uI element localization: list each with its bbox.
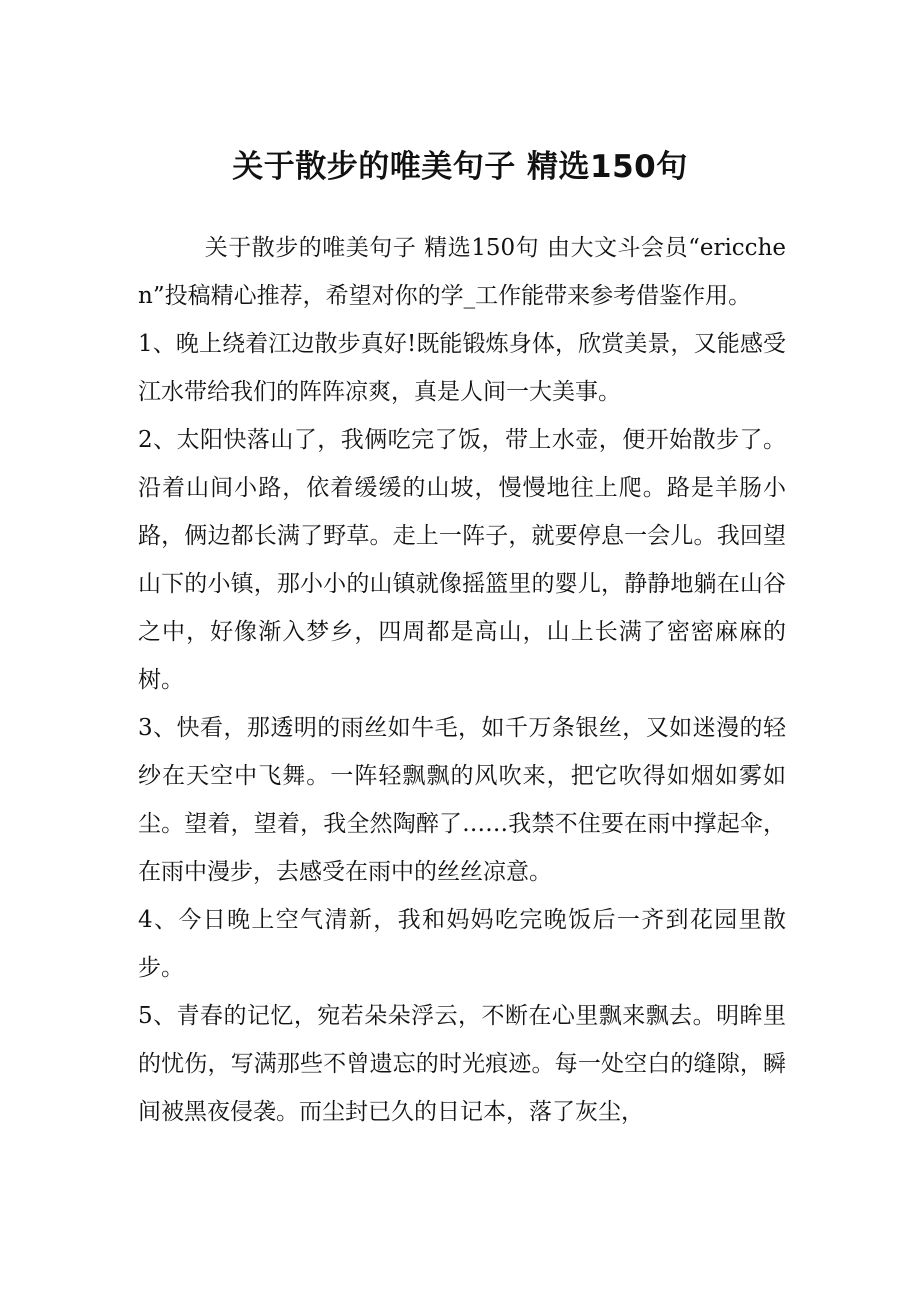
sentence-paragraph-3: 3、快看，那透明的雨丝如牛毛，如千万条银丝，又如迷漫的轻纱在天空中飞舞。一阵轻飘飘的风吹来，把它吹得如烟如雾如尘。望着，望着，我全然陶醉了……我禁不住要在雨中撑起伞，在雨中漫步，去感受在雨中的丝丝凉意。 <box>138 715 786 885</box>
sentence-paragraph-2: 2、太阳快落山了，我俩吃完了饭，带上水壶，便开始散步了。沿着山间小路，依着缓缓的山坡，慢慢地往上爬。路是羊肠小路，俩边都长满了野草。走上一阵子，就要停息一会儿。我回望山下的小镇，那小小的山镇就像摇篮里的婴儿，静静地躺在山谷之中，好像渐入梦乡，四周都是高山，山上长满了密密麻麻的树。 <box>138 427 786 693</box>
sentence-paragraph-4: 4、今日晚上空气清新，我和妈妈吃完晚饭后一齐到花园里散步。 <box>138 907 786 981</box>
sentence-paragraph-5: 5、青春的记忆，宛若朵朵浮云，不断在心里飘来飘去。明眸里的忧伤，写满那些不曾遗忘的时光痕迹。每一处空白的缝隙，瞬间被黑夜侵袭。而尘封已久的日记本，落了灰尘， <box>138 1003 786 1125</box>
sentence-paragraph-1: 1、晚上绕着江边散步真好!既能锻炼身体，欣赏美景，又能感受江水带给我们的阵阵凉爽，真是人间一大美事。 <box>138 331 786 405</box>
intro-paragraph: 关于散步的唯美句子 精选150句 由大文斗会员“ericchen”投稿精心推荐，希望对你的学_工作能带来参考借鉴作用。 <box>138 235 786 309</box>
document-title: 关于散步的唯美句子 精选150句 <box>232 149 688 185</box>
document-body <box>138 224 786 1136</box>
